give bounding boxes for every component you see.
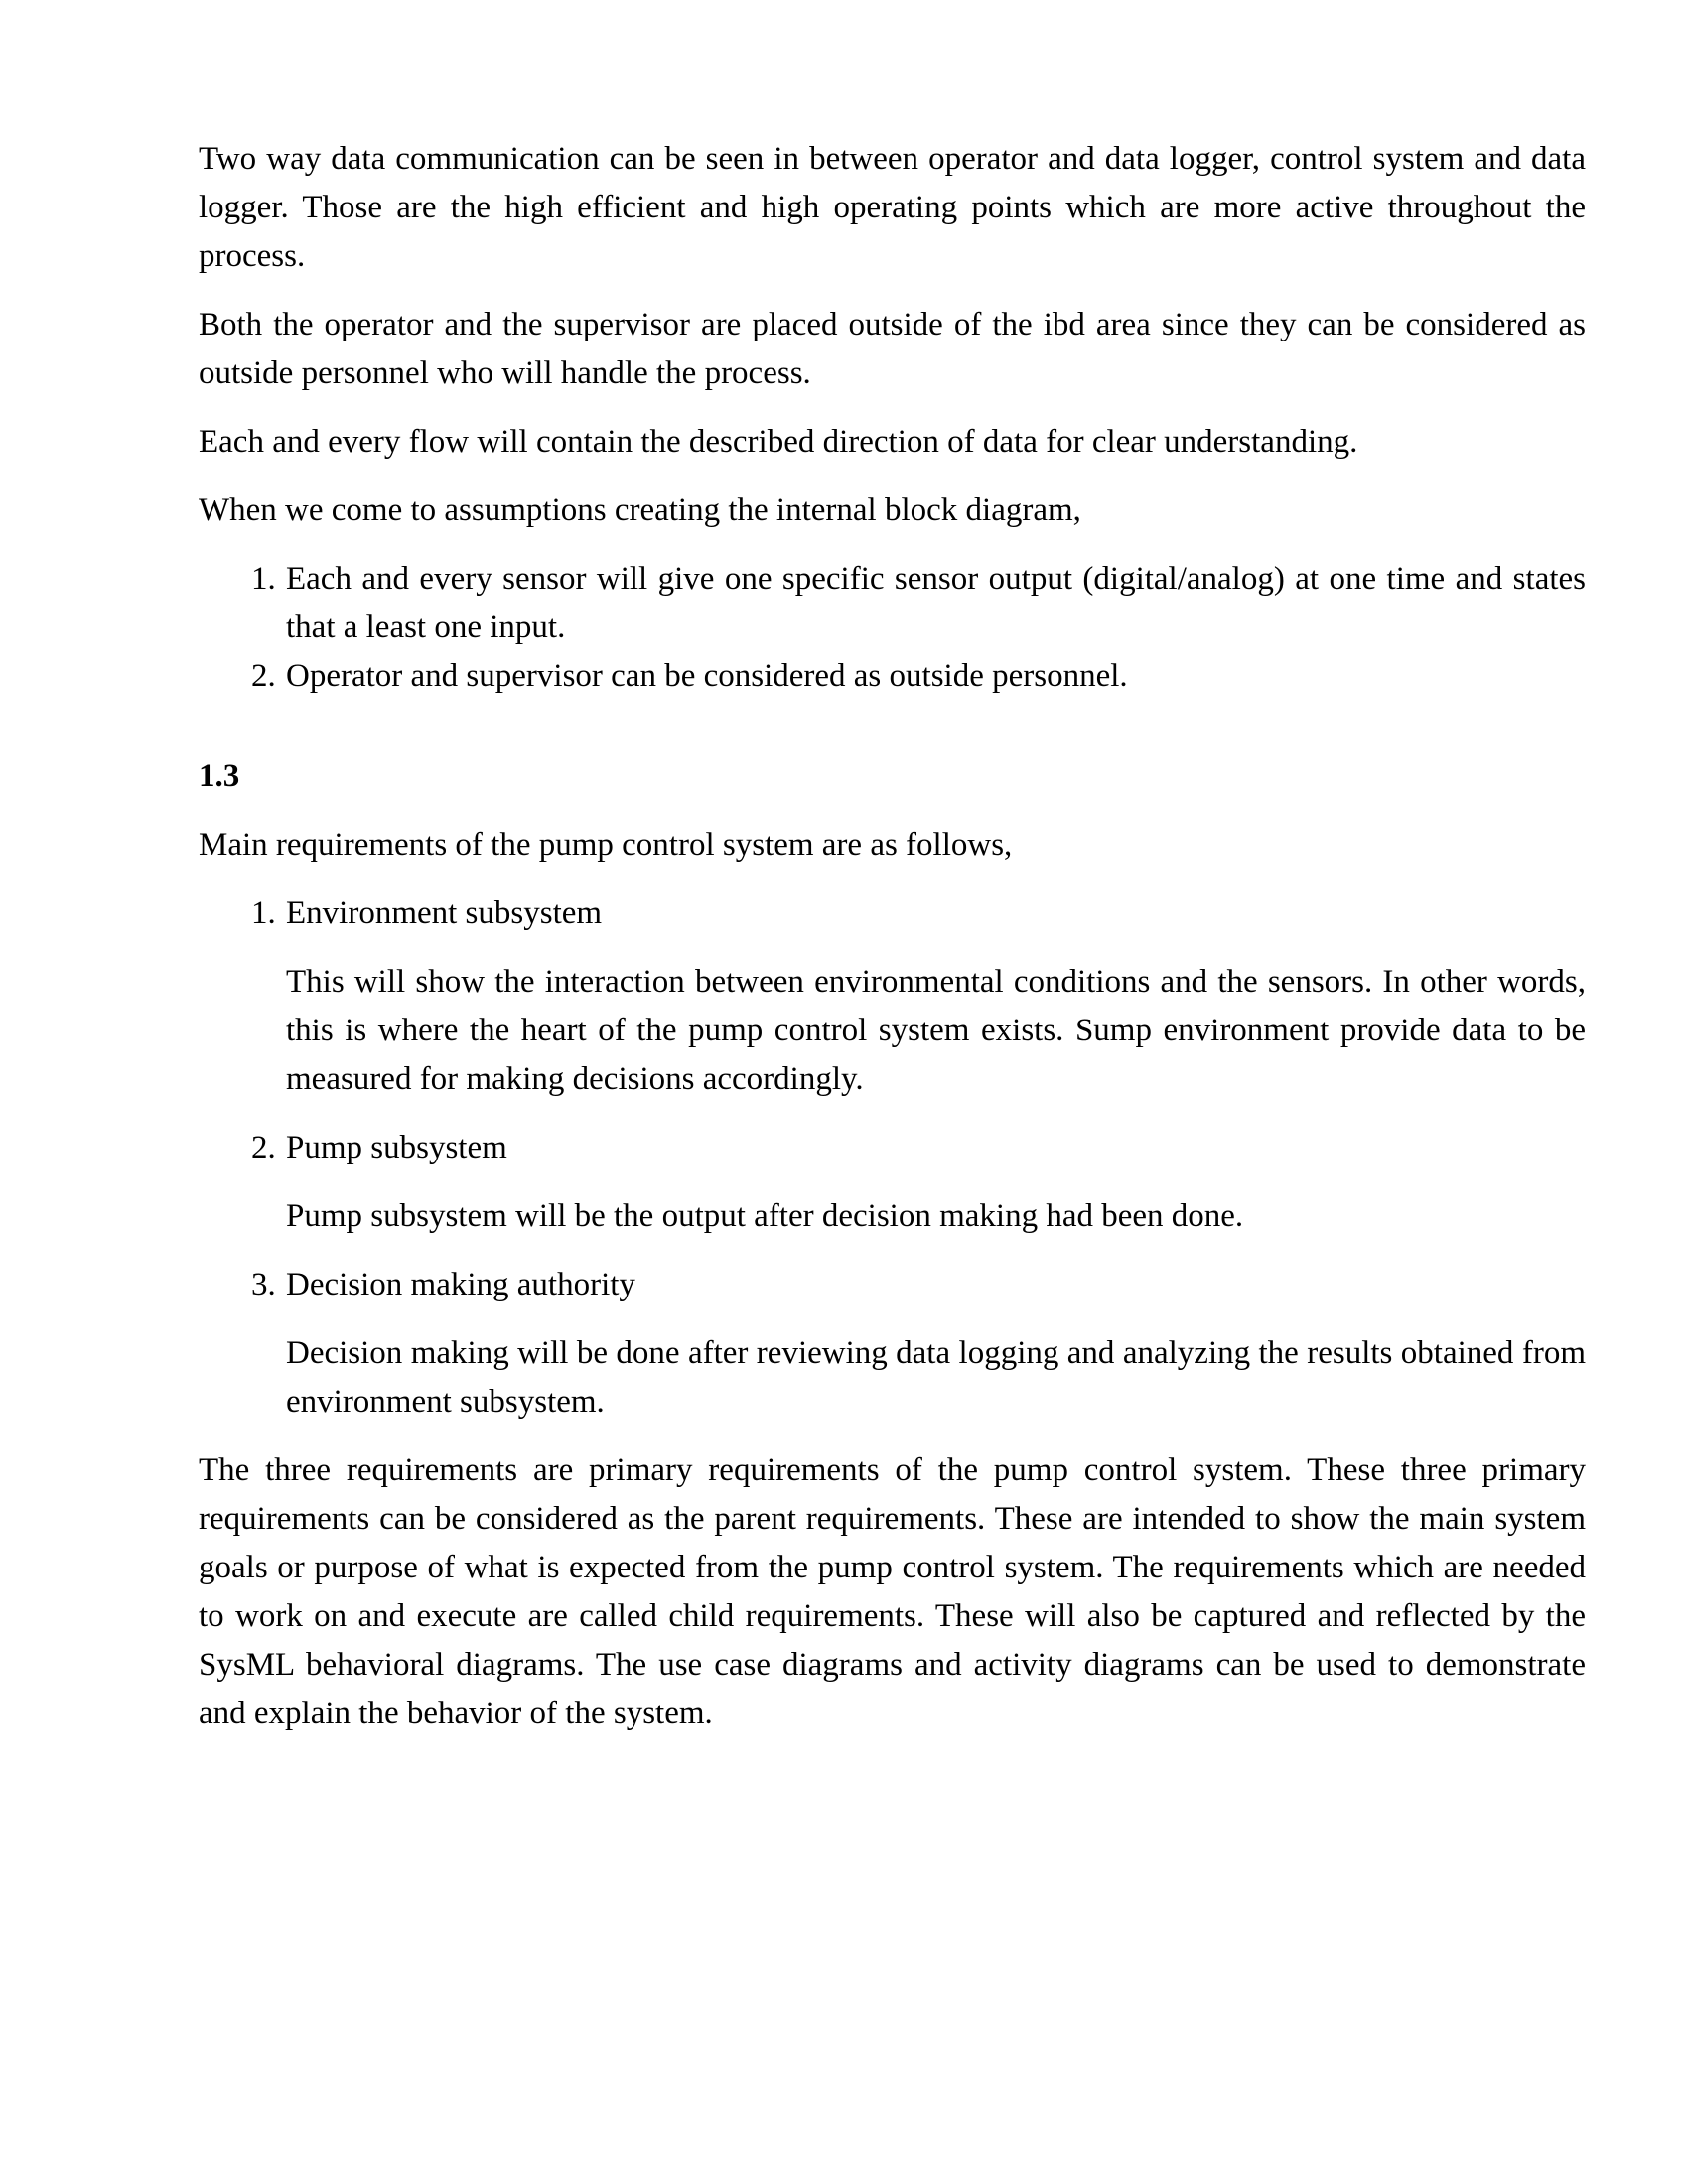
- assumptions-list: [199, 555, 1586, 701]
- list-item: [199, 555, 1586, 652]
- list-item: [199, 652, 1586, 701]
- requirements-list: [199, 889, 1586, 1427]
- list-number: 1.: [251, 561, 276, 597]
- requirement-title-decision-making-authority: [199, 1261, 1586, 1309]
- list-number: 2.: [251, 658, 276, 694]
- list-item-text: Operator and supervisor can be considered as outside personnel.: [286, 658, 1128, 694]
- list-item-text: Each and every sensor will give one specific sensor output (digital/analog) at one time and states that a least one input.: [286, 561, 1586, 645]
- paragraph-assumptions-intro: When we come to assumptions creating the internal block diagram,: [199, 492, 1081, 528]
- list-number: 2.: [251, 1130, 276, 1165]
- list-number: 3.: [251, 1267, 276, 1302]
- requirement-description: Pump subsystem will be the output after decision making had been done.: [286, 1198, 1244, 1234]
- paragraph-flow-direction: Each and every flow will contain the described direction of data for clear understanding.: [199, 424, 1358, 460]
- list-number: 1.: [251, 895, 276, 931]
- requirement-title-text: Environment subsystem: [286, 895, 603, 931]
- requirement-description: Decision making will be done after reviewing data logging and analyzing the results obtained from environment subsystem.: [286, 1335, 1586, 1420]
- paragraph-two-way-communication: Two way data communication can be seen in between operator and data logger, control system and data logger. Those are the high efficient and high operating points which are more active throughout the process.: [199, 141, 1586, 274]
- requirement-title-pump-subsystem: [199, 1124, 1586, 1172]
- requirement-description: This will show the interaction between environmental conditions and the sensors. In other words, this is where the heart of the pump control system exists. Sump environment provide data to be measured for making decisions accordingly.: [286, 964, 1586, 1097]
- paragraph-main-requirements-intro: Main requirements of the pump control system are as follows,: [199, 827, 1013, 863]
- requirement-title-text: Pump subsystem: [286, 1130, 507, 1165]
- requirement-title-text: Decision making authority: [286, 1267, 635, 1302]
- paragraph-operator-supervisor: Both the operator and the supervisor are placed outside of the ibd area since they can be considered as outside personnel who will handle the process.: [199, 307, 1586, 391]
- paragraph-three-requirements-summary: The three requirements are primary requirements of the pump control system. These three primary requirements can be considered as the parent requirements. These are intended to show the main system goals or purpose of what is expected from the pump control system. The requirements which are needed to work on and execute are called child requirements. These will also be captured and reflected by the SysML behavioral diagrams. The use case diagrams and activity diagrams can be used to demonstrate and explain the behavior of the system.: [199, 1452, 1586, 1731]
- section-heading-1-3: 1.3: [199, 758, 240, 794]
- requirement-title-environment-subsystem: [199, 889, 1586, 938]
